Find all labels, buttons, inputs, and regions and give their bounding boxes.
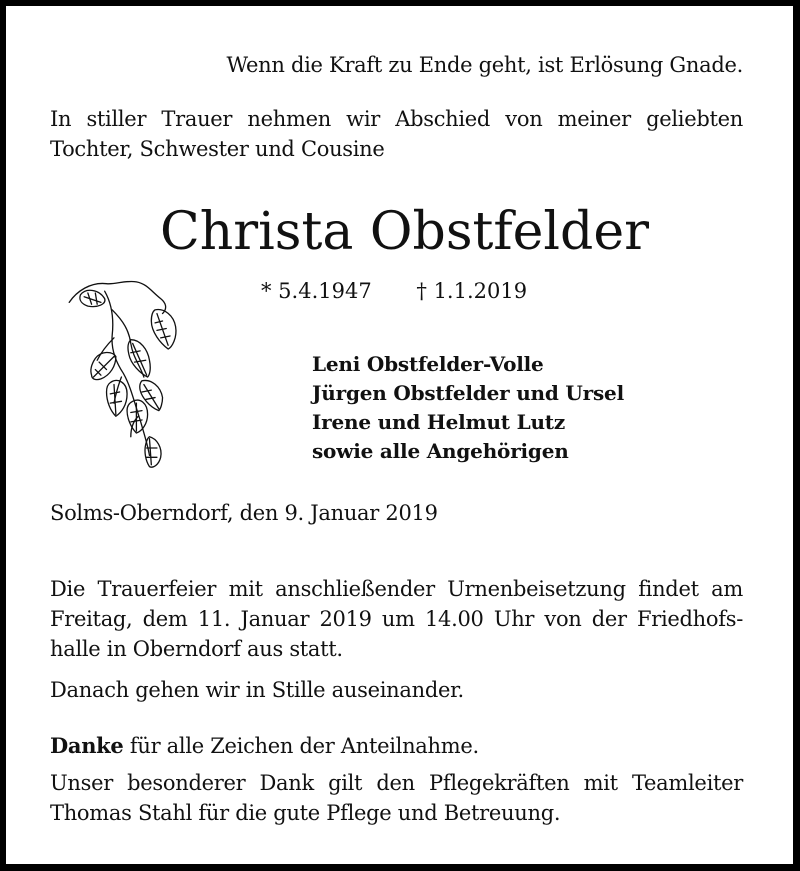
- intro-line-2: Tochter, Schwester und Cousine: [50, 137, 385, 161]
- special-thanks-line-2: Thomas Stahl für die gute Pflege und Betreuung.: [50, 801, 561, 825]
- deceased-name: Christa Obstfelder: [160, 202, 649, 262]
- death-date: † 1.1.2019: [416, 279, 528, 303]
- mourner: Irene und Helmut Lutz: [312, 410, 565, 434]
- life-dates: [261, 276, 527, 306]
- thanks: [50, 731, 479, 761]
- obituary-notice: [6, 6, 793, 864]
- ceremony-line-2: Freitag, dem 11. Januar 2019 um 14.00 Uhr von der Friedhofs-: [50, 607, 743, 631]
- motto: Wenn die Kraft zu Ende geht, ist Erlösung Gnade.: [226, 53, 743, 77]
- birth-date: * 5.4.1947: [261, 279, 372, 303]
- ceremony-line-3: halle in Oberndorf aus statt.: [50, 637, 343, 661]
- mourner: Jürgen Obstfelder und Ursel: [312, 381, 624, 405]
- mourner: sowie alle Angehörigen: [312, 439, 569, 463]
- mourner: Leni Obstfelder-Volle: [312, 352, 544, 376]
- intro-line-1: In stiller Trauer nehmen wir Abschied von meiner geliebten: [50, 107, 743, 131]
- thanks-rest: für alle Zeichen der Anteilnahme.: [123, 734, 479, 758]
- place-date: Solms-Oberndorf, den 9. Januar 2019: [50, 501, 438, 525]
- thanks-bold: Danke: [50, 733, 124, 758]
- special-thanks-line-1: Unser besonderer Dank gilt den Pflegekräften mit Teamleiter: [50, 771, 743, 795]
- farewell: Danach gehen wir in Stille auseinander.: [50, 678, 464, 702]
- mourners-list: [312, 350, 624, 466]
- birch-branch-icon: [58, 268, 198, 473]
- ceremony-line-1: Die Trauerfeier mit anschließender Urnenbeisetzung findet am: [50, 577, 743, 601]
